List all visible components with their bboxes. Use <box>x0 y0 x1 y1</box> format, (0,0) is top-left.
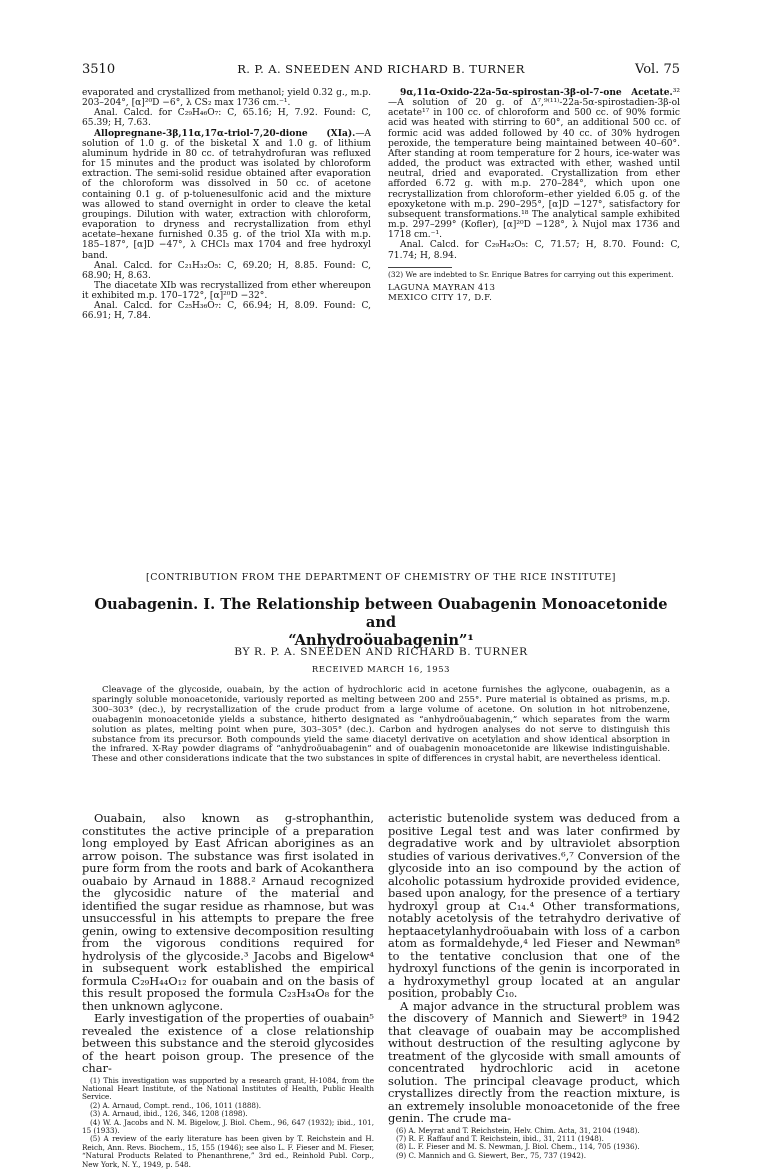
previous-article-right-column <box>388 88 680 303</box>
footnote: (5) A review of the early literature has been given by T. Reichstein and H. Reich, Ann. Revs. Biochem., 15, 155 (1946); see also L. F. Fieser and M. Fieser, “Natural Products Related to Phenanthrene,” 3rd ed., Reinhold Publ. Corp., New York, N. Y., 1949, p. 548. <box>82 1134 374 1169</box>
paragraph-text: ³²—A solution of 20 g. of Δ⁷,⁹⁽¹¹⁾-22a-5α-spirostadien-3β-ol acetate¹⁷ in 100 cc. of chloroform and 500 cc. of 90% formic acid was heated with stirring to 60°, an additional 500 cc. of formic acid was added followed by 40 cc. of 30% hydrogen peroxide, the temperature being maintained between 40–60°. After standing at room temperature for 2 hours, ice-water was added, the product was extracted with ether, washed until neutral, dried and evaporated. Crystallization from ether afforded 6.72 g. with m.p. 270–284°, which upon one recrystallization from chloroform–ether yielded 6.05 g. of the epoxyketone with m.p. 290–295°, [α]D −127°, satisfactory for subsequent transformations.¹⁸ The analytical sample exhibited m.p. 297–299° (Kofler), [α]²⁰D −128°, λ Nujol max 1736 and 1718 cm.⁻¹. <box>388 88 680 241</box>
paragraph <box>82 129 371 261</box>
compound-heading: 9α,11α-Oxido-22a-5α-spirostan-3β-ol-7-one Acetate. <box>400 87 673 98</box>
footnote: (4) W. A. Jacobs and N. M. Bigelow, J. Biol. Chem., 96, 647 (1932); ibid., 101, 15 (1933). <box>82 1117 374 1135</box>
analysis-paragraph: Anal. Calcd. for C₂₅H₃₆O₇: C, 66.94; H, 8.09. Found: C, 66.91; H, 7.84. <box>82 301 371 322</box>
address-line: MEXICO CITY 17, D.F. <box>388 293 493 304</box>
title-line: Ouabagenin. I. The Relationship between Ouabagenin Monoacetonide and <box>94 596 668 631</box>
byline: BY R. P. A. SNEEDEN AND RICHARD B. TURNER <box>234 646 528 658</box>
footnote: (3) A. Arnaud, ibid., 126, 346, 1208 (1898). <box>90 1109 248 1119</box>
paragraph: Ouabain, also known as g-strophanthin, constitutes the active principle of a preparation long employed by East African aborigines as an arrow poison. The substance was first isolated in pure form from the roots and bark of Acokanthera ouabaio by Arnaud in 1888.² Arnaud recognized the glycosidic nature of the material and identified the sugar residue as rhamnose, but was unsuccessful in his attempts to prepare the free genin, owing to extensive decomposition resulting from the vigorous conditions required for hydrolysis of the glycoside.³ Jacobs and Bigelow⁴ in subsequent work established the empirical formula C₂₉H₄₄O₁₂ for ouabain and on the basis of this result proposed the formula C₂₃H₃₄O₈ for the then unknown aglycone. <box>82 811 374 1013</box>
footnote: (8) L. F. Fieser and M. S. Newman, J. Biol. Chem., 114, 705 (1936). <box>396 1142 640 1152</box>
footnote: (32) We are indebted to Sr. Enrique Batres for carrying out this experiment. <box>388 269 674 279</box>
article-title <box>82 596 680 650</box>
paragraph: acteristic butenolide system was deduced from a positive Legal test and was later confirmed by degradative work and by ultraviolet absorption studies of various derivatives.⁶,⁷ Conversion of the glycoside into an iso compound by the action of alcoholic potassium hydroxide provided evidence, based upon analogy, for the presence of a tertiary hydroxyl group at C₁₄.⁴ Other transformations, notably acetolysis of the tetrahydro derivative of heptaacetylanhydroöuabain with loss of a carbon atom as formaldehyde,⁴ led Fieser and Newman⁸ to the tentative conclusion that one of the hydroxyl functions of the genin is incorporated in a hydroxymethyl group located at an angular position, probably C₁₀. <box>388 811 680 1000</box>
contribution-line: [CONTRIBUTION FROM THE DEPARTMENT OF CHEMISTRY OF THE RICE INSTITUTE] <box>145 572 617 583</box>
paragraph: A major advance in the structural problem was the discovery of Mannich and Siewert⁹ in 1942 that cleavage of ouabain may be accomplished without destruction of the resulting aglycone by treatment of the glycoside with small amounts of concentrated hydrochloric acid in acetone solution. The principal cleavage product, which crystallizes directly from the reaction mixture, is an extremely insoluble monoacetonide of the free genin. The crude ma- <box>388 998 680 1125</box>
footnotes <box>388 1127 680 1161</box>
footnote-rule <box>388 267 452 268</box>
volume-label: Vol. 75 <box>635 62 680 77</box>
footnotes <box>82 1077 374 1169</box>
footnote: (7) R. F. Raffauf and T. Reichstein, ibid., 31, 2111 (1948). <box>396 1133 604 1143</box>
analysis-paragraph: Anal. Calcd. for C₂₉H₄₆O₇: C, 65.16; H, 7.92. Found: C, 65.39; H, 7.63. <box>82 108 371 129</box>
compound-heading: Allopregnane-3β,11α,17α-triol-7,20-dione (XIa). <box>94 127 356 139</box>
footnote: (6) A. Meyrat and T. Reichstein, Helv. Chim. Acta, 31, 2104 (1948). <box>396 1125 640 1135</box>
previous-article-left-column <box>82 88 371 322</box>
footnote: (2) A. Arnaud, Compt. rend., 106, 1011 (1888). <box>90 1100 262 1110</box>
paragraph: The diacetate XIb was recrystallized from ether whereupon it exhibited m.p. 170–172°, [α]²⁰D −32°. <box>82 280 371 302</box>
footnote: (9) C. Mannich and G. Siewert, Ber., 75, 737 (1942). <box>396 1150 586 1160</box>
analysis-paragraph: Anal. Calcd. for C₂₉H₄₂O₅: C, 71.57; H, 8.70. Found: C, 71.74; H, 8.94. <box>388 240 680 261</box>
title-line: “Anhydroöuabagenin”¹ <box>288 632 474 649</box>
page-number: 3510 <box>82 62 116 77</box>
body-right-column <box>388 812 680 1160</box>
paragraph: evaporated and crystallized from methanol; yield 0.32 g., m.p. 203–204°, [α]²⁰D −6°, λ CS₂ max 1736 cm.⁻¹. <box>82 88 371 109</box>
body-left-column <box>82 812 374 1169</box>
running-header-authors: R. P. A. SNEEDEN AND RICHARD B. TURNER <box>237 62 525 76</box>
footnote: (1) This investigation was supported by a research grant, H-1084, from the National Heart Institute, of the National Institutes of Health, Public Health Service. <box>82 1075 374 1102</box>
address-line: LAGUNA MAYRAN 413 <box>388 283 496 294</box>
paragraph: Early investigation of the properties of ouabain⁵ revealed the existence of a close relationship between this substance and the steroid glycosides of the heart poison group. The presence of the char- <box>82 1011 374 1075</box>
address <box>388 283 680 303</box>
paragraph-text: —A solution of 1.0 g. of the bisketal X and 1.0 g. of lithium aluminum hydride in 80 cc. of tetrahydrofuran was refluxed for 15 minutes and the product was isolated by chloroform extraction. The semi-solid residue obtained after evaporation of the chloroform was dissolved in 50 cc. of acetone containing 0.1 g. of p-toluenesulfonic acid and the mixture was allowed to stand overnight in order to cleave the ketal groupings. Dilution with water, extraction with chloroform, evaporation to dryness and recrystallization from ethyl acetate–hexane furnished 0.35 g. of the triol XIa with m.p. 185–187°, [α]D −47°, λ CHCl₃ max 1704 and free hydroxyl band. <box>82 128 371 261</box>
analysis-paragraph: Anal. Calcd. for C₂₁H₃₂O₅: C, 69.20; H, 8.85. Found: C, 68.90; H, 8.63. <box>82 260 371 281</box>
received-date: RECEIVED MARCH 16, 1953 <box>311 664 451 674</box>
paragraph <box>388 88 680 240</box>
running-header <box>82 62 680 78</box>
abstract: Cleavage of the glycoside, ouabain, by the action of hydrochloric acid in acetone furnishes the aglycone, ouabagenin, as a sparingly soluble monoacetonide, variously reported as melting between 200 and 255°. Pure material is obtained as prisms, m.p. 300–303° (dec.), by recrystallization of the crude product from a large volume of acetone. On solution in hot nitrobenzene, ouabagenin monoacetonide yields a substance, hitherto designated as “anhydroöuabagenin,” which separates from the warm solution as plates, melting point when pure, 303–305° (dec.). Carbon and hydrogen analyses do not serve to distinguish this substance from its precursor. Both compounds yield the same diacetyl derivative on acetylation and show identical absorption in the infrared. X-Ray powder diagrams of “anhydroöuabagenin” and of ouabagenin monoacetonide are likewise indistinguishable. These and other considerations indicate that the two substances in spite of differences in crystal habit, are nevertheless identical. <box>92 685 670 765</box>
